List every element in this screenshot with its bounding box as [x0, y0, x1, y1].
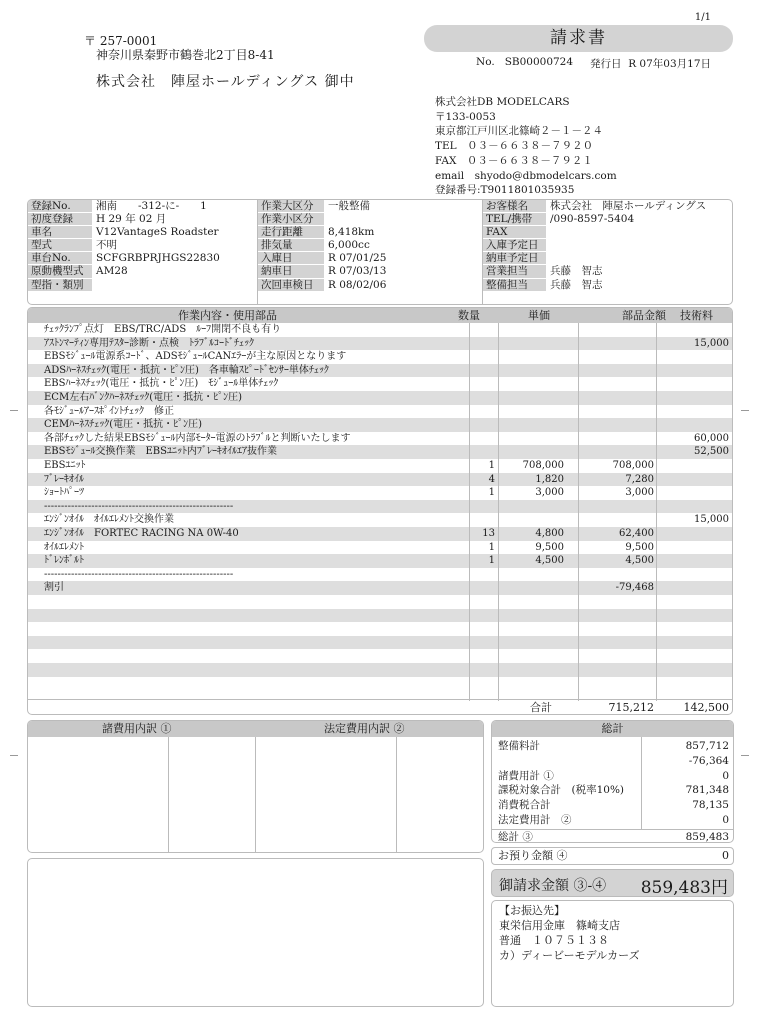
cell-desc: ﾄﾞﾚﾝﾎﾞﾙﾄ	[44, 555, 84, 567]
summary-label: 諸費用計 ①	[498, 769, 554, 782]
vehicle-info-box	[27, 199, 733, 305]
vehicle-field-label: 車台No.	[28, 252, 92, 265]
bank-holder: カ）ディービーモデルカーズ	[499, 949, 640, 962]
table-row	[28, 323, 732, 337]
cell-amount: 3,000	[625, 487, 654, 499]
issuer-fax: FAX ０３－６６３８－７９２１	[435, 154, 593, 167]
page-number: 1/1	[694, 12, 711, 23]
vehicle-field-value: 湘南 -312-に- 1	[96, 200, 207, 212]
vehicle-field	[258, 239, 482, 252]
cell-tech: 60,000	[694, 432, 729, 444]
vehicle-field	[483, 239, 733, 252]
cell-unit: 4,500	[535, 555, 564, 567]
header-amount: 部品金額	[622, 309, 666, 322]
vehicle-field-label: FAX	[483, 226, 546, 239]
cell-unit: 1,820	[535, 473, 564, 485]
vehicle-field-label: 初度登録	[28, 213, 92, 226]
vehicle-field	[483, 265, 733, 278]
vehicle-field-label: TEL/携帯	[483, 213, 546, 226]
billed-label: 御請求金額 ③-④	[499, 878, 607, 894]
vehicle-field-value: V12VantageS Roadster	[96, 226, 219, 239]
table-row	[28, 432, 732, 446]
issuer-name: 株式会社DB MODELCARS	[435, 96, 570, 108]
vehicle-field-label: 作業大区分	[258, 200, 324, 213]
vehicle-field-value: SCFGRBPRJHGS22830	[96, 252, 220, 265]
vehicle-field-label: 走行距離	[258, 226, 324, 239]
table-row	[28, 677, 732, 691]
table-row	[28, 636, 732, 650]
document-title: 請求書	[424, 25, 733, 52]
table-row	[28, 337, 732, 351]
vehicle-info-mid	[258, 200, 482, 304]
vehicle-field	[483, 200, 733, 213]
cell-desc: ﾌﾞﾚｰｷｵｲﾙ	[44, 473, 84, 485]
vehicle-field-value	[546, 252, 550, 265]
header-qty: 数量	[458, 309, 480, 322]
cell-unit: 4,800	[535, 528, 564, 539]
header-desc: 作業内容・使用部品	[178, 309, 277, 322]
table-row	[28, 595, 732, 609]
vehicle-field-value: 6,000cc	[328, 239, 370, 252]
summary-row	[492, 814, 733, 826]
legal-fee-label: 法定費用内訳 ②	[324, 722, 405, 735]
table-row	[28, 581, 732, 595]
bank-info-box	[491, 900, 734, 1007]
vehicle-field	[258, 226, 482, 239]
table-row	[28, 609, 732, 623]
cell-desc: 各ﾓｼﾞｭｰﾙｱｰｽﾎﾟｲﾝﾄﾁｪｯｸ 修正	[44, 405, 174, 417]
issue-label: 発行日	[590, 58, 622, 70]
vehicle-field	[28, 252, 257, 265]
cell-tech: 52,500	[694, 446, 729, 458]
vehicle-field	[28, 213, 257, 226]
vehicle-field	[28, 239, 257, 252]
table-row	[28, 513, 732, 527]
vehicle-field	[258, 213, 482, 226]
table-row	[28, 500, 732, 514]
table-row	[28, 364, 732, 378]
cell-amount: 7,280	[625, 473, 654, 485]
vehicle-field-value: R 08/02/06	[328, 278, 387, 291]
summary-row	[492, 740, 733, 752]
summary-row	[492, 799, 733, 811]
cell-qty: 4	[488, 473, 495, 485]
billed-amount-row	[491, 869, 734, 897]
issuer-email: email shyodo@dbmodelcars.com	[435, 169, 617, 182]
vehicle-field	[258, 279, 482, 292]
document-number	[476, 56, 573, 68]
cell-desc: EBSﾊｰﾈｽﾁｪｯｸ(電圧・抵抗・ﾋﾟﾝ圧) ﾓｼﾞｭｰﾙ単体ﾁｪｯｸ	[44, 378, 279, 390]
vehicle-field-value: /090-8597-5404	[550, 213, 635, 226]
vehicle-field	[258, 265, 482, 278]
number-label: No.	[476, 56, 495, 68]
total-tech: 142,500	[683, 701, 729, 714]
cell-desc: EBSﾓｼﾞｭｰﾙ電源系ｺｰﾄﾞ、ADSﾓｼﾞｭｰﾙCANｴﾗｰが主な原因となります	[44, 351, 347, 363]
bank-heading: 【お振込先】	[499, 904, 565, 917]
cell-tech: 15,000	[694, 337, 729, 349]
vehicle-field	[483, 213, 733, 226]
deposit-value: 0	[722, 849, 729, 862]
work-table	[27, 307, 733, 715]
vehicle-field-value: 一般整備	[328, 200, 370, 212]
vehicle-field	[28, 265, 257, 278]
summary-value: 0	[722, 769, 729, 782]
cell-qty: 1	[488, 487, 495, 499]
vehicle-field-label: 作業小区分	[258, 213, 324, 226]
cell-desc: 割引	[44, 582, 64, 594]
cell-amount: 4,500	[625, 555, 654, 567]
cell-desc: ECM左右ﾊﾞﾝｸﾊｰﾈｽﾁｪｯｸ(電圧・抵抗・ﾋﾟﾝ圧)	[44, 392, 242, 403]
issuer-tel: TEL ０３－６６３８－７９２０	[435, 140, 594, 153]
table-row	[28, 486, 732, 500]
issuer-registration: 登録番号:T9011801035935	[435, 184, 575, 197]
vehicle-field-label: 入庫予定日	[483, 239, 546, 252]
summary-label: 整備料計	[498, 740, 540, 752]
issue-date	[590, 56, 711, 71]
cell-desc: ｼｮｰﾄﾊﾟｰﾂ	[44, 487, 84, 499]
cell-unit: 9,500	[535, 541, 564, 553]
header-unit: 単価	[528, 309, 550, 322]
cell-tech: 15,000	[694, 514, 729, 526]
vehicle-info-left	[28, 200, 257, 304]
table-row	[28, 554, 732, 568]
cell-desc: --------------------------------------------------------	[44, 568, 234, 580]
vehicle-field-label: 営業担当	[483, 265, 546, 278]
grand-total-label: 総計 ③	[498, 831, 533, 843]
table-row	[28, 568, 732, 582]
cell-desc: ｴﾝｼﾞﾝｵｲﾙ ｵｲﾙｴﾚﾒﾝﾄ交換作業	[44, 514, 174, 526]
issuer-address: 東京都江戸川区北篠崎２－１－２４	[435, 125, 603, 138]
vehicle-field-value: 8,418km	[328, 226, 375, 239]
table-row	[28, 473, 732, 487]
cell-amount: 708,000	[612, 460, 654, 471]
vehicle-field	[28, 226, 257, 239]
vehicle-field-label: 登録No.	[28, 200, 92, 213]
table-row	[28, 405, 732, 419]
summary-label: 課税対象合計 (税率10%)	[498, 784, 625, 797]
summary-row	[492, 770, 733, 782]
cell-amount: 62,400	[619, 528, 654, 539]
vehicle-field-value: 兵藤 智志	[550, 265, 603, 278]
vehicle-field-value	[546, 226, 550, 239]
table-row	[28, 541, 732, 555]
summary-row	[492, 784, 733, 796]
issuer-postal: 〒133-0053	[435, 110, 496, 123]
cell-amount: -79,468	[615, 582, 654, 594]
vehicle-field-label: お客様名	[483, 200, 546, 213]
vehicle-field-value: 不明	[96, 239, 117, 252]
vehicle-field-label: 入庫日	[258, 252, 324, 265]
table-row	[28, 663, 732, 677]
table-row	[28, 350, 732, 364]
vehicle-field-label: 整備担当	[483, 279, 546, 292]
summary-title: 総計	[492, 721, 733, 737]
cell-desc: ｱｽﾄﾝﾏｰﾃｨﾝ専用ﾃｽﾀｰ診断・点検 ﾄﾗﾌﾞﾙｺｰﾄﾞﾁｪｯｸ	[44, 337, 254, 349]
cell-unit: 3,000	[535, 487, 564, 499]
cell-desc: CEMﾊｰﾈｽﾁｪｯｸ(電圧・抵抗・ﾋﾟﾝ圧)	[44, 419, 202, 431]
work-total-row	[28, 699, 732, 714]
bank-account: 普通 １０７５１３８	[499, 934, 609, 947]
table-row	[28, 391, 732, 405]
header-tech: 技術料	[680, 309, 713, 322]
vehicle-field-value: R 07/03/13	[328, 265, 387, 278]
recipient-postal: 〒 257-0001	[84, 34, 158, 48]
cell-amount: 9,500	[625, 541, 654, 553]
cell-desc: EBSﾕﾆｯﾄ	[44, 460, 86, 471]
vehicle-field-label: 車名	[28, 226, 92, 239]
fee-breakdown-header	[28, 721, 483, 737]
cell-desc: ｴﾝｼﾞﾝｵｲﾙ FORTEC RACING NA 0W-40	[44, 528, 239, 539]
table-row	[28, 459, 732, 473]
notes-box	[27, 858, 484, 1007]
recipient-address: 神奈川県秦野市鶴巻北2丁目8-41	[96, 48, 275, 62]
cell-qty: 13	[482, 528, 495, 539]
table-row	[28, 418, 732, 432]
cell-desc: 各部ﾁｪｯｸした結果EBSﾓｼﾞｭｰﾙ内部ﾓｰﾀｰ電源のﾄﾗﾌﾞﾙと判断いたします	[44, 432, 351, 444]
misc-fee-label: 諸費用内訳 ①	[102, 722, 172, 735]
issuer-block	[435, 95, 617, 198]
summary-value: 857,712	[685, 740, 729, 752]
table-row	[28, 649, 732, 663]
vehicle-field	[258, 252, 482, 265]
cell-qty: 1	[488, 541, 495, 553]
vehicle-field-value	[324, 213, 328, 226]
work-table-header	[28, 308, 732, 323]
cell-qty: 1	[488, 460, 495, 471]
number-value: SB00000724	[504, 56, 574, 68]
vehicle-field-label: 排気量	[258, 239, 324, 252]
cell-unit: 708,000	[522, 460, 564, 471]
summary-value: 78,135	[692, 799, 729, 812]
summary-value: 0	[722, 814, 729, 826]
summary-label: 消費税合計	[498, 799, 551, 812]
vehicle-field-label: 原動機型式	[28, 265, 92, 278]
vehicle-field-value: AM28	[96, 265, 128, 278]
total-label: 合計	[530, 701, 552, 714]
table-row	[28, 377, 732, 391]
vehicle-field-label: 納車日	[258, 265, 324, 278]
billed-value: 859,483円	[640, 878, 728, 898]
cell-desc: --------------------------------------------------------	[44, 500, 234, 512]
vehicle-field	[483, 252, 733, 265]
table-row	[28, 445, 732, 459]
table-row	[28, 527, 732, 541]
grand-total-value: 859,483	[685, 831, 729, 843]
recipient-name: 株式会社 陣屋ホールディングス 御中	[96, 74, 355, 90]
grand-total-row	[492, 829, 733, 843]
vehicle-field	[28, 200, 257, 213]
vehicle-field-label: 型指・類別	[28, 279, 92, 292]
table-row	[28, 622, 732, 636]
vehicle-field	[258, 200, 482, 213]
summary-box	[491, 720, 734, 843]
summary-row	[492, 755, 733, 767]
issue-value: R 07年03月17日	[628, 58, 712, 70]
total-amount: 715,212	[608, 701, 654, 714]
vehicle-field	[483, 279, 733, 292]
vehicle-field	[28, 279, 257, 292]
vehicle-field-label: 納車予定日	[483, 252, 546, 265]
vehicle-field-value	[92, 279, 96, 292]
vehicle-field-value	[546, 239, 550, 252]
vehicle-info-right	[483, 200, 733, 304]
cell-desc: EBSﾓｼﾞｭｰﾙ交換作業 EBSﾕﾆｯﾄ内ﾌﾞﾚｰｷｵｲﾙｴｱ抜作業	[44, 446, 277, 458]
vehicle-field	[483, 226, 733, 239]
vehicle-field-label: 型式	[28, 239, 92, 252]
summary-label: 法定費用計 ②	[498, 814, 572, 826]
bank-name: 東栄信用金庫 篠崎支店	[499, 919, 620, 932]
vehicle-field-value: 株式会社 陣屋ホールディングス	[550, 200, 707, 212]
cell-qty: 1	[488, 555, 495, 567]
summary-value: -76,364	[688, 754, 729, 767]
cell-desc: ﾁｪｯｸﾗﾝﾌﾟ点灯 EBS/TRC/ADS ﾙｰﾌ開閉不良も有り	[44, 324, 282, 335]
deposit-row	[491, 847, 734, 865]
summary-value: 781,348	[685, 784, 729, 797]
vehicle-field-value: H 29 年 02 月	[96, 213, 167, 226]
cell-desc: ADSﾊｰﾈｽﾁｪｯｸ(電圧・抵抗・ﾋﾟﾝ圧) 各車輪ｽﾋﾟｰﾄﾞｾﾝｻｰ単体ﾁｪｯｸ	[44, 364, 329, 376]
cell-desc: ｵｲﾙｴﾚﾒﾝﾄ	[44, 541, 84, 553]
vehicle-field-value: 兵藤 智志	[550, 278, 603, 291]
fee-breakdown-box	[27, 720, 484, 853]
vehicle-field-value: R 07/01/25	[328, 252, 387, 265]
deposit-label: お預り金額 ④	[498, 849, 568, 862]
vehicle-field-label: 次回車検日	[258, 279, 324, 292]
